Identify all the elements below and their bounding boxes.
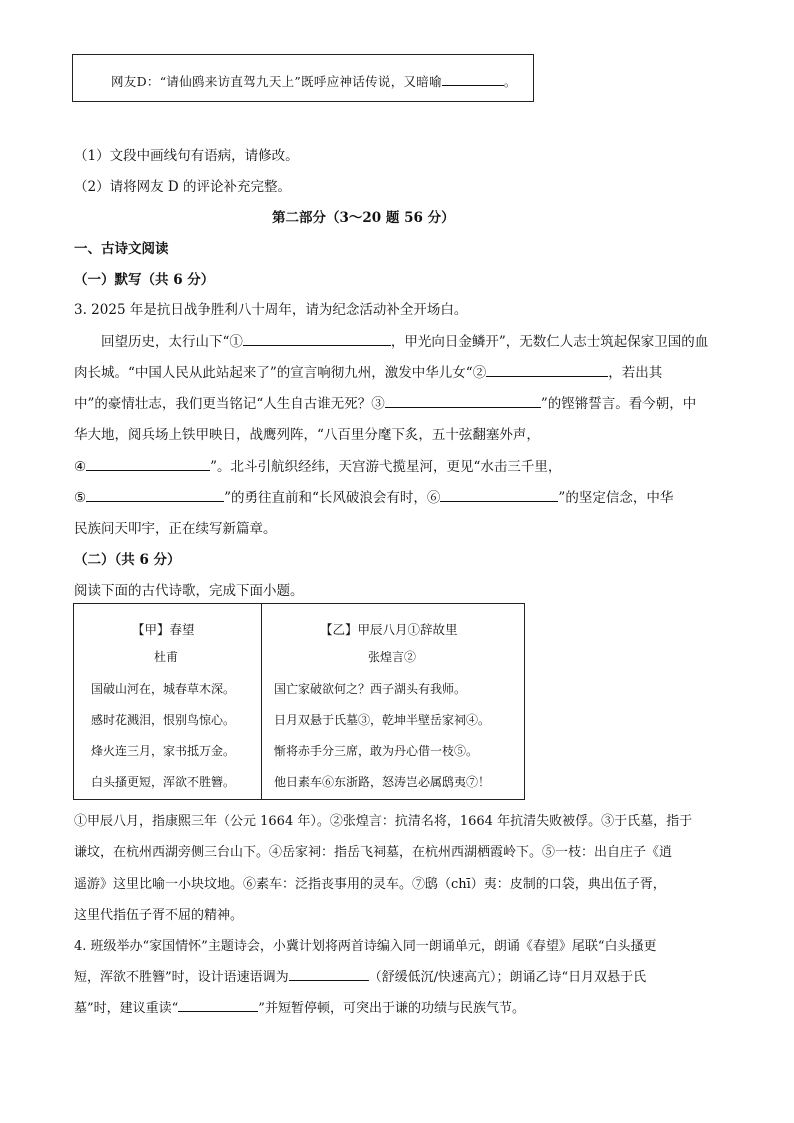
question-1: （1）文段中画线句有语病，请修改。	[74, 148, 299, 164]
q3-text: 中”的豪情壮志，我们更当铭记“人生自古谁无死？③	[74, 396, 385, 412]
q4-line-1: 4. 班级举办“家国情怀”主题诗会，小冀计划将两首诗编入同一朗诵单元，朗诵《春望》尾联“白头搔更	[74, 939, 657, 954]
poem-b-line: 惭将赤手分三席，敢为丹心借一枝⑤。	[274, 744, 479, 758]
q3-line-1	[101, 330, 708, 350]
poem-b-column	[262, 604, 526, 799]
comment-box	[72, 54, 534, 102]
note-line: ①甲辰八月，指康熙三年（公元 1664 年）。②张煌言：抗清名将，1664 年抗清失败被俘。③于氏墓，指于	[74, 814, 693, 829]
poem-a-line: 烽火连三月，家书抵万金。	[91, 744, 236, 758]
q3-text: 回望历史，太行山下“①	[101, 334, 243, 350]
poem-a-author: 杜甫	[154, 650, 179, 664]
answer-blank-1[interactable]	[243, 332, 391, 346]
poem-b-author: 张煌言②	[368, 650, 417, 664]
answer-blank-q4-1[interactable]	[289, 967, 369, 981]
poem-table	[73, 603, 525, 800]
q3-text: ，甲光向日金鳞开”，无数仁人志士筑起保家卫国的血	[390, 334, 709, 350]
question-2: （2）请将网友 D 的评论补充完整。	[74, 179, 291, 195]
q4-text: ”并短暂停顿，可突出于谦的功绩与民族气节。	[258, 1001, 525, 1016]
poem-a-line: 感时花溅泪，恨别鸟惊心。	[91, 713, 236, 727]
q3-text: ⑤	[74, 490, 87, 506]
poem-a-line: 国破山河在，城春草木深。	[91, 682, 236, 696]
q3-line-6	[74, 486, 673, 506]
answer-blank-4[interactable]	[86, 457, 210, 471]
q4-line-2	[74, 966, 646, 985]
q3-text: ”的勇往直前和“长风破浪会有时，⑥	[224, 490, 441, 506]
poem-a-column	[74, 604, 261, 799]
question-3-stem: 3. 2025 年是抗日战争胜利八十周年，请为纪念活动补全开场白。	[74, 302, 468, 318]
poem-b-line: 日月双悬于氏墓③，乾坤半壁岳家祠④。	[274, 713, 491, 727]
q3-text: ”。北斗引航织经纬，天宫游弋揽星河，更见“水击三千里，	[210, 459, 562, 475]
q4-text: （舒缓低沉/快速高亢）；朗诵乙诗“日月双悬于氏	[368, 970, 647, 985]
subsection-2-title: （二）（共 6 分）	[74, 552, 181, 568]
answer-blank-2[interactable]	[486, 363, 608, 377]
q3-text: ，若出其	[608, 365, 663, 381]
poem-b-line: 他日素车⑥东浙路，怒涛岂必属鸱夷⑦！	[274, 775, 491, 789]
q4-text: 墓”时，建议重读“	[74, 1001, 179, 1016]
note-line: 遥游》这里比喻一小块坟地。⑥素车：泛指丧事用的灵车。⑦鸱（chī）夷：皮制的口袋，典出伍子胥，	[74, 877, 666, 892]
q3-text: ”的坚定信念，中华	[558, 490, 674, 506]
q4-text: 短，浑欲不胜簪”时，设计语速语调为	[74, 970, 289, 985]
q3-line-5	[74, 455, 561, 475]
poem-a-line: 白头搔更短，浑欲不胜簪。	[91, 775, 236, 789]
q3-line-2	[74, 361, 662, 381]
q3-line-7: 民族问天叩宇，正在续写新篇章。	[74, 521, 277, 537]
section-title: 一、古诗文阅读	[74, 241, 169, 257]
note-line: 这里代指伍子胥不屈的精神。	[74, 908, 244, 923]
q3-text: ④	[74, 459, 87, 475]
subsection-2-intro: 阅读下面的古代诗歌，完成下面小题。	[74, 583, 304, 599]
answer-blank-3[interactable]	[385, 394, 541, 408]
part-title: 第二部分（3～20 题 56 分）	[272, 210, 455, 226]
answer-blank[interactable]	[442, 72, 504, 86]
q3-line-4: 华大地，阅兵场上铁甲映日，战鹰列阵，“八百里分麾下炙，五十弦翻塞外声，	[74, 427, 540, 443]
q4-line-3	[74, 997, 525, 1016]
comment-d-line	[111, 72, 517, 90]
poem-b-line: 国亡家破欲何之？西子湖头有我师。	[274, 682, 467, 696]
q3-text: 肉长城。“中国人民从此站起来了”的宣言响彻九州，激发中华儿女“②	[74, 365, 487, 381]
note-line: 谦坟，在杭州西湖旁侧三台山下。④岳家祠：指岳飞祠墓，在杭州西湖栖霞岭下。⑤一枝：出自庄子《逍	[74, 845, 673, 860]
comment-d-text: 网友D：“请仙鸥来访直驾九天上”既呼应神话传说，又暗喻	[111, 74, 442, 89]
answer-blank-6[interactable]	[440, 488, 558, 502]
q3-text: ”的铿锵誓言。看今朝，中	[540, 396, 697, 412]
poem-b-title: 【乙】甲辰八月①辞故里	[320, 622, 458, 637]
poem-a-title: 【甲】春望	[132, 622, 195, 637]
answer-blank-q4-2[interactable]	[178, 998, 258, 1012]
answer-blank-5[interactable]	[86, 488, 224, 502]
period: 。	[503, 74, 517, 89]
q3-line-3	[74, 392, 696, 412]
subsection-1-title: （一）默写（共 6 分）	[74, 272, 215, 288]
